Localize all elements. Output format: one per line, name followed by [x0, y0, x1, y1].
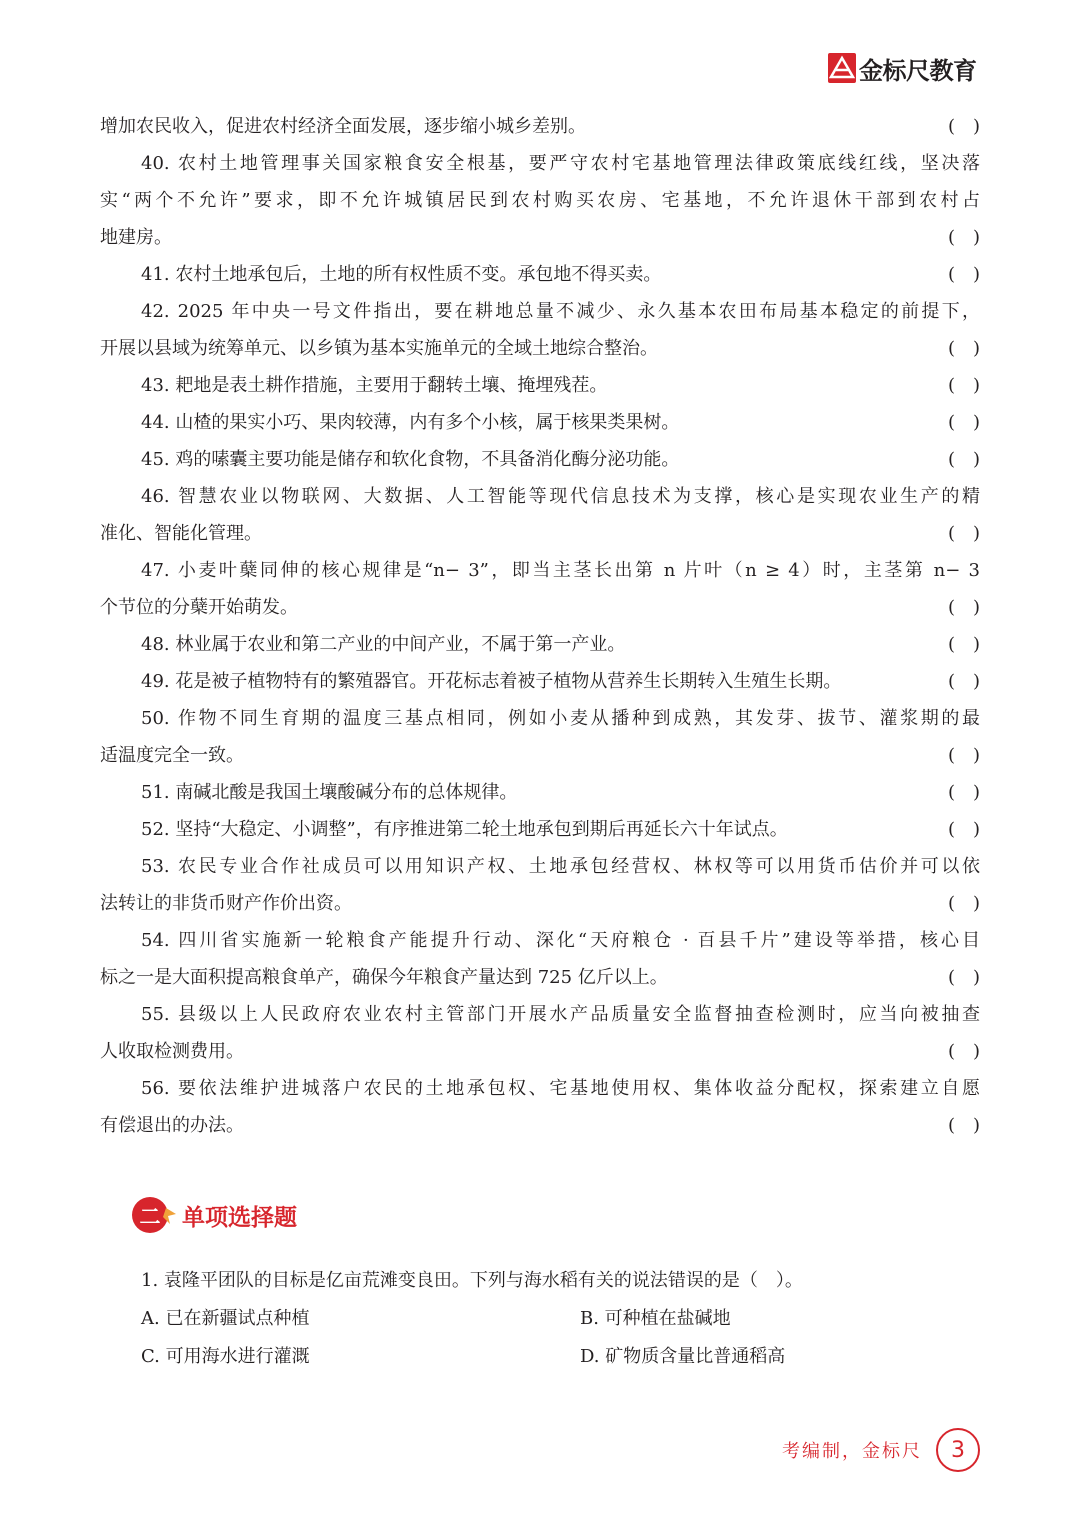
answer-blank[interactable]: ( ): [947, 819, 980, 840]
question-line: 40. 农村土地管理事关国家粮食安全根基，要严守农村宅基地管理法律政策底线红线，坚决落: [141, 153, 980, 174]
true-false-questions: [100, 108, 980, 1144]
answer-blank[interactable]: ( ): [947, 671, 980, 692]
question-line: 51. 南碱北酸是我国土壤酸碱分布的总体规律。: [141, 782, 518, 803]
answer-blank[interactable]: ( ): [947, 375, 980, 396]
question-line: 55. 县级以上人民政府农业农村主管部门开展水产品质量安全监督抽查检测时，应当向被抽查: [141, 1004, 980, 1025]
question-item: [100, 293, 980, 367]
question-line: 49. 花是被子植物特有的繁殖器官。开花标志着被子植物从营养生长期转入生殖生长期。: [141, 671, 842, 692]
question-item: [100, 256, 980, 293]
question-item: [100, 811, 980, 848]
answer-blank[interactable]: ( ): [947, 338, 980, 359]
question-item: [100, 404, 980, 441]
question-item: [100, 996, 980, 1070]
question-line: 地建房。: [100, 227, 172, 248]
question-item: [100, 552, 980, 626]
question-line: 准化、智能化管理。: [100, 523, 262, 544]
multiple-choice-question: [100, 1262, 980, 1376]
question-line: 法转让的非货币财产作价出资。: [100, 893, 352, 914]
footer-slogan: 考编制，金标尺: [782, 1441, 922, 1462]
answer-blank[interactable]: ( ): [947, 116, 980, 137]
question-item: [100, 848, 980, 922]
option-d: D. 矿物质含量比普通稻高: [580, 1346, 786, 1367]
question-line: 53. 农民专业合作社成员可以用知识产权、土地承包经营权、林权等可以用货币估价并可以依: [141, 856, 980, 877]
question-line: 标之一是大面积提高粮食单产，确保今年粮食产量达到 725 亿斤以上。: [100, 967, 668, 988]
option-b: B. 可种植在盐碱地: [580, 1308, 731, 1329]
section-number-badge: [132, 1196, 176, 1234]
question-line: 56. 要依法维护进城落户农民的土地承包权、宅基地使用权、集体收益分配权，探索建立自愿: [141, 1078, 980, 1099]
question-item: [100, 478, 980, 552]
question-line: 增加农民收入，促进农村经济全面发展，逐步缩小城乡差别。: [100, 116, 586, 137]
question-line: 44. 山楂的果实小巧、果肉较薄，内有多个小核，属于核果类果树。: [141, 412, 680, 433]
section-header: [132, 1196, 297, 1234]
page-number-badge: [936, 1428, 980, 1472]
question-line: 适温度完全一致。: [100, 745, 244, 766]
question-line: 52. 坚持“大稳定、小调整”，有序推进第二轮土地承包到期后再延长六十年试点。: [141, 819, 788, 840]
brand-logo: [828, 52, 977, 84]
question-item: [100, 145, 980, 256]
answer-blank[interactable]: ( ): [947, 782, 980, 803]
question-line: 人收取检测费用。: [100, 1041, 244, 1062]
answer-blank[interactable]: ( ): [947, 227, 980, 248]
question-item: [100, 441, 980, 478]
section-title: 单项选择题: [182, 1204, 297, 1231]
answer-blank[interactable]: ( ): [947, 893, 980, 914]
question-item: [100, 108, 980, 145]
answer-blank[interactable]: ( ): [947, 597, 980, 618]
option-a: A. 已在新疆试点种植: [141, 1308, 310, 1329]
answer-blank[interactable]: ( ): [947, 634, 980, 655]
question-line: 个节位的分蘖开始萌发。: [100, 597, 298, 618]
question-item: [100, 626, 980, 663]
question-item: [100, 922, 980, 996]
question-line: 48. 林业属于农业和第二产业的中间产业，不属于第一产业。: [141, 634, 626, 655]
option-c: C. 可用海水进行灌溉: [141, 1346, 310, 1367]
section-number: 二: [139, 1205, 161, 1229]
pyramid-logo-icon: [828, 53, 856, 83]
question-line: 43. 耙地是表土耕作措施，主要用于翻转土壤、掩埋残茬。: [141, 375, 608, 396]
page-number: 3: [951, 1437, 965, 1463]
answer-blank[interactable]: ( ): [947, 412, 980, 433]
question-item: [100, 1070, 980, 1144]
question-line: 47. 小麦叶蘖同伸的核心规律是“n− 3”，即当主茎长出第 n 片叶（n ≥ 4）时，主茎第 n− 3: [141, 560, 980, 581]
question-line: 45. 鸡的嗉囊主要功能是储存和软化食物，不具备消化酶分泌功能。: [141, 449, 680, 470]
question-item: [100, 700, 980, 774]
question-line: 46. 智慧农业以物联网、大数据、人工智能等现代信息技术为支撑，核心是实现农业生产的精: [141, 486, 980, 507]
answer-blank[interactable]: ( ): [947, 967, 980, 988]
answer-blank[interactable]: ( ): [947, 264, 980, 285]
question-line: 54. 四川省实施新一轮粮食产能提升行动、深化“天府粮仓 · 百县千片”建设等举措，核心目: [141, 930, 980, 951]
question-line: 50. 作物不同生育期的温度三基点相同，例如小麦从播种到成熟，其发芽、拔节、灌浆期的最: [141, 708, 980, 729]
page-footer: [782, 1428, 980, 1472]
logo-text: 金标尺教育: [859, 56, 977, 85]
question-line: 42. 2025 年中央一号文件指出，要在耕地总量不减少、永久基本农田布局基本稳定的前提下，: [141, 301, 980, 322]
question-line: 开展以县域为统筹单元、以乡镇为基本实施单元的全域土地综合整治。: [100, 338, 658, 359]
question-line: 41. 农村土地承包后，土地的所有权性质不变。承包地不得买卖。: [141, 264, 662, 285]
mc-question-stem: 1. 袁隆平团队的目标是亿亩荒滩变良田。下列与海水稻有关的说法错误的是（ ）。: [141, 1270, 803, 1291]
answer-blank[interactable]: ( ): [947, 745, 980, 766]
answer-blank[interactable]: ( ): [947, 1115, 980, 1136]
answer-blank[interactable]: ( ): [947, 523, 980, 544]
question-item: [100, 367, 980, 404]
question-item: [100, 663, 980, 700]
question-item: [100, 774, 980, 811]
question-line: 有偿退出的办法。: [100, 1115, 244, 1136]
question-line: 实“两个不允许”要求，即不允许城镇居民到农村购买农房、宅基地，不允许退休干部到农村占: [100, 190, 980, 211]
answer-blank[interactable]: ( ): [947, 1041, 980, 1062]
answer-blank[interactable]: ( ): [947, 449, 980, 470]
